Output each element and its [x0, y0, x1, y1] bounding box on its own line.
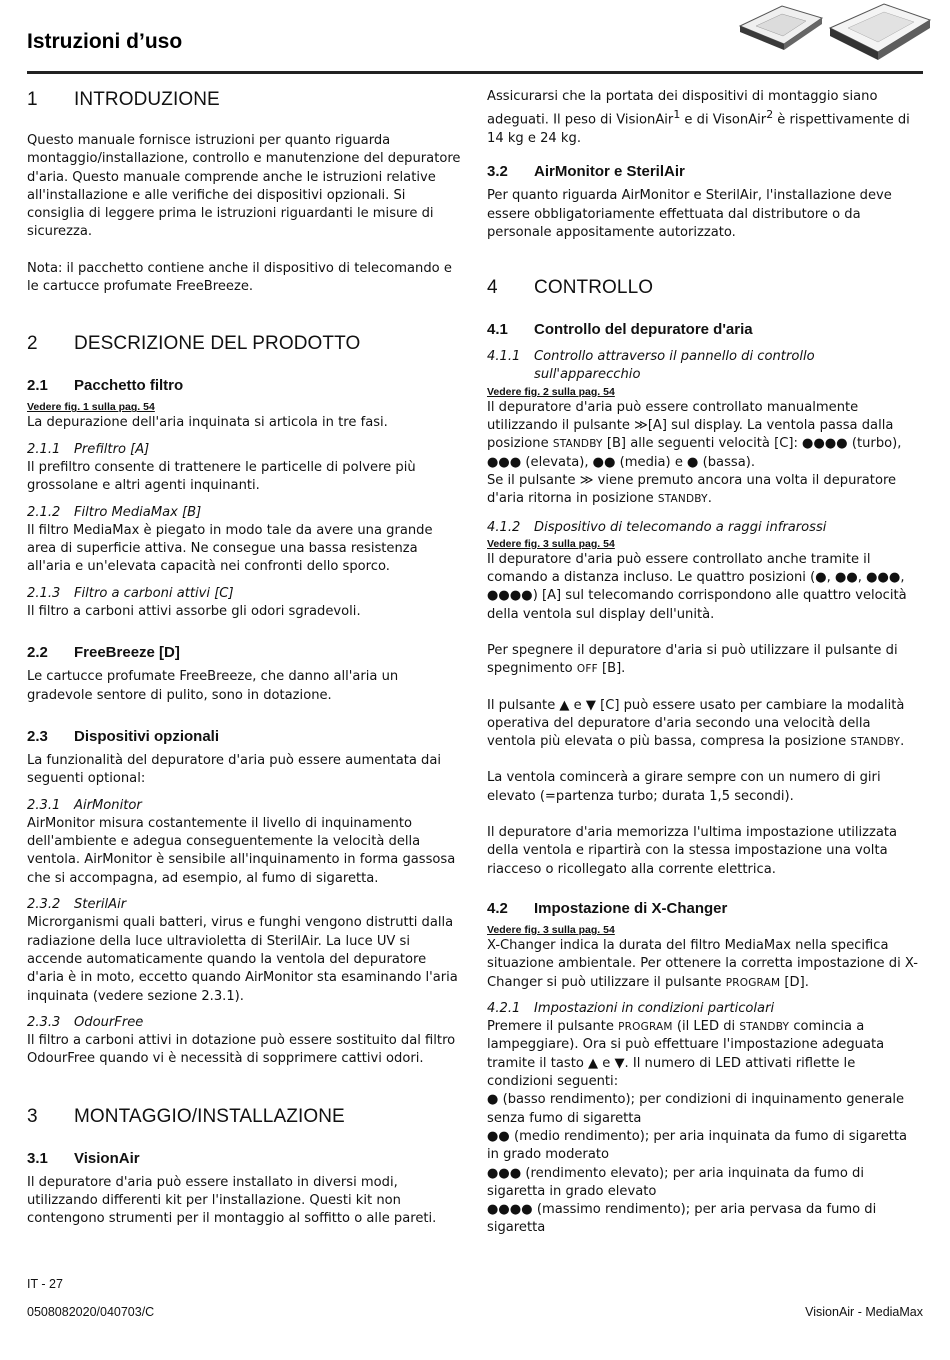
section-2-heading: 2 DESCRIZIONE DEL PRODOTTO: [27, 333, 361, 355]
paragraph: Il depuratore d'aria memorizza l'ultima impostazione utilizzata della ventola e ripartirà con la stessa impostazione una volta riacceso o ricollegato alla corrente elettrica.: [487, 825, 898, 877]
paragraph: Le cartucce profumate FreeBreeze, che danno all'aria un gradevole sentore di pulito, sono in dotazione.: [27, 669, 399, 703]
paragraph: La ventola comincerà a girare sempre con un numero di giri elevato (=partenza turbo; durata 1,5 secondi).: [487, 770, 881, 804]
section-4-heading: 4 CONTROLLO: [487, 277, 654, 299]
section-4-1-2-heading: 4.1.2 Dispositivo di telecomando a raggi infrarossi: [487, 519, 827, 535]
document-code: 0508082020/040703/C: [27, 1305, 155, 1319]
list-item: ●● (medio rendimento); per aria inquinata da fumo di sigaretta in grado moderato: [487, 1128, 908, 1163]
paragraph: Il pulsante ▲ e ▼ [C] può essere usato per cambiare la modalità operativa del depuratore d'aria secondo una velocità della ventola più elevata o più bassa, compresa la posizione STANDBY.: [487, 697, 905, 750]
right-column: [487, 88, 923, 1246]
paragraph: La depurazione dell'aria inquinata si articola in tre fasi.: [27, 415, 388, 431]
fan-speed-button-symbol: ≫: [579, 472, 594, 488]
section-2-3-1-heading: 2.3.1 AirMonitor: [27, 797, 142, 813]
section-4-2-1-heading: 4.2.1 Impostazioni in condizioni particolari: [487, 1000, 775, 1016]
product-name: VisionAir - MediaMax: [805, 1305, 923, 1319]
section-2-1-2-heading: 2.1.2 Filtro MediaMax [B]: [27, 504, 202, 520]
section-3-heading: 3 MONTAGGIO/INSTALLAZIONE: [27, 1105, 345, 1127]
paragraph: Per quanto riguarda AirMonitor e SterilAir, l'installazione deve essere obbligatoriamente effettuata dal distributore o da personale appositamente autorizzato.: [487, 188, 892, 240]
section-4-2-heading: 4.2 Impostazione di X-Changer: [487, 899, 728, 917]
paragraph: Questo manuale fornisce istruzioni per quanto riguarda montaggio/installazione, controllo e manutenzione del depuratore d'aria. Questo manuale comprende anche le istruzioni relative all'installazione e alle verifiche dei dispositivi opzionali. Si consiglia di leggere prima le istruzioni riguardanti le misure di sicurezza.: [27, 133, 461, 240]
figure-reference-link[interactable]: Vedere fig. 1 sulla pag. 54: [27, 401, 155, 414]
section-3-2-heading: 3.2 AirMonitor e SterilAir: [487, 163, 685, 181]
paragraph: Il depuratore d'aria può essere controllato anche tramite il comando a distanza incluso. Le quattro posizioni (●, ●●, ●●●, ●●●●) [A] sul telecomando corrispondono alle quattro velocità della ventola sul display dell'unità.: [487, 551, 907, 622]
section-2-3-3-heading: 2.3.3 OdourFree: [27, 1014, 144, 1030]
list-item: ●●● (rendimento elevato); per aria inquinata da fumo di sigaretta in grado elevato: [487, 1165, 864, 1199]
section-4-1-1-heading: 4.1.1 Controllo attraverso il pannello di controllo sull'apparecchio: [487, 349, 815, 383]
paragraph: Il filtro a carboni attivi in dotazione può essere sostituito dal filtro OdourFree quando vi è necessità di sopprimere cattivi odori.: [27, 1033, 456, 1067]
page-title: Istruzioni d’uso: [27, 30, 183, 53]
section-2-1-1-heading: 2.1.1 Prefiltro [A]: [27, 441, 150, 457]
section-2-2-heading: 2.2 FreeBreeze [D]: [27, 644, 180, 662]
paragraph: X-Changer indica la durata del filtro MediaMax nella specifica situazione ambientale. Per ottenere la corretta impostazione di X-Changer si può utilizzare il pulsante PROGRAM [D].: [487, 937, 918, 990]
paragraph: Il filtro MediaMax è piegato in modo tale da avere una grande area di superficie attiva. Ne consegue una bassa resistenza all'aria e un'elevata capacità nei confronti dello sporco.: [27, 522, 433, 575]
figure-reference-link[interactable]: Vedere fig. 2 sulla pag. 54: [487, 385, 615, 398]
list-item: ● (basso rendimento); per condizioni di inquinamento generale senza fumo di sigaretta: [487, 1092, 905, 1126]
paragraph: La funzionalità del depuratore d'aria può essere aumentata dai seguenti optional:: [27, 752, 442, 787]
left-column: [27, 88, 463, 1237]
list-item: ●●●● (massimo rendimento); per aria pervasa da fumo di sigaretta: [487, 1202, 877, 1236]
section-2-3-2-heading: 2.3.2 SterilAir: [27, 897, 127, 913]
paragraph: Il filtro a carboni attivi assorbe gli odori sgradevoli.: [27, 604, 361, 620]
section-3-1-heading: 3.1 VisionAir: [27, 1149, 140, 1167]
figure-reference-link[interactable]: Vedere fig. 3 sulla pag. 54: [487, 537, 615, 550]
header-rule: [27, 71, 923, 74]
paragraph: Premere il pulsante PROGRAM (il LED di STANDBY comincia a lampeggiare). Ora si può effettuare l'impostazione adeguata tramite il tasto ▲ e ▼. Il numero di LED attivati riflette le condizioni seguenti: ● (basso rendimento); per condizioni di inquinamento generale senza fumo di sigaretta ●● (medio rendimento); per aria inquinata da fumo di sigaretta in grado moderato ●●● (rendimento elevato); per aria inquinata da fumo di sigaretta in grado elevato ●●●● (massimo rendimento); per aria pervasa da fumo di sigaretta: [487, 1018, 923, 1238]
paragraph: AirMonitor misura costantemente il livello di inquinamento dell'ambiente e adegua conseguentemente la velocità della ventola. AirMonitor è sensibile all'inquinamento in forma gassosa che si accompagna, ad esempio, al fumo di sigaretta.: [27, 815, 456, 886]
product-illustration: [736, 0, 932, 70]
section-2-1-3-heading: 2.1.3 Filtro a carboni attivi [C]: [27, 585, 234, 601]
paragraph: Il depuratore d'aria può essere installato in diversi modi, utilizzando differenti kit per l'installazione. Questi kit non contengono strumenti per il montaggio al soffitto o alle pareti.: [27, 1174, 437, 1227]
paragraph: Per spegnere il depuratore d'aria si può utilizzare il pulsante di spegnimento OFF [B].: [487, 643, 898, 677]
section-2-3-heading: 2.3 Dispositivi opzionali: [27, 727, 220, 745]
section-1-heading: 1 INTRODUZIONE: [27, 89, 220, 110]
figure-reference-link[interactable]: Vedere fig. 3 sulla pag. 54: [487, 923, 615, 936]
section-4-1-heading: 4.1 Controllo del depuratore d'aria: [487, 321, 753, 339]
paragraph: Assicurarsi che la portata dei dispositivi di montaggio siano adeguati. Il peso di VisionAir$^1$ e di VisonAir$^2$ è rispettivamente di 14 kg e 24 kg.: [487, 89, 910, 146]
paragraph: Il depuratore d'aria può essere controllato manualmente utilizzando il pulsante ≫[A] sul display. La ventola passa dalla posizione STANDBY [B] alle seguenti velocità [C]: ●●●● (turbo), ●●● (elevata), ●● (media) e ● (bassa). Se il pulsante ≫ viene premuto ancora una volta il depuratore d'aria ritorna in posizione STANDBY.: [487, 399, 902, 507]
page-number: IT - 27: [27, 1277, 63, 1291]
paragraph: Microrganismi quali batteri, virus e funghi vengono distrutti dalla radiazione della luce ultravioletta di SterilAir. La luce UV si accende automaticamente quando la ventola del depuratore d'aria è in moto, eccetto quando AirMonitor sta esaminando l'aria inquinata (vedere sezione 2.3.1).: [27, 915, 458, 1004]
section-2-1-heading: 2.1 Pacchetto filtro: [27, 377, 184, 395]
paragraph-note: Nota: il pacchetto contiene anche il dispositivo di telecomando e le cartucce profumate FreeBreeze.: [27, 260, 452, 295]
fan-speed-button-symbol: ≫: [634, 418, 648, 434]
paragraph: Il prefiltro consente di trattenere le particelle di polvere più grossolane e altri agenti inquinanti.: [27, 459, 416, 494]
